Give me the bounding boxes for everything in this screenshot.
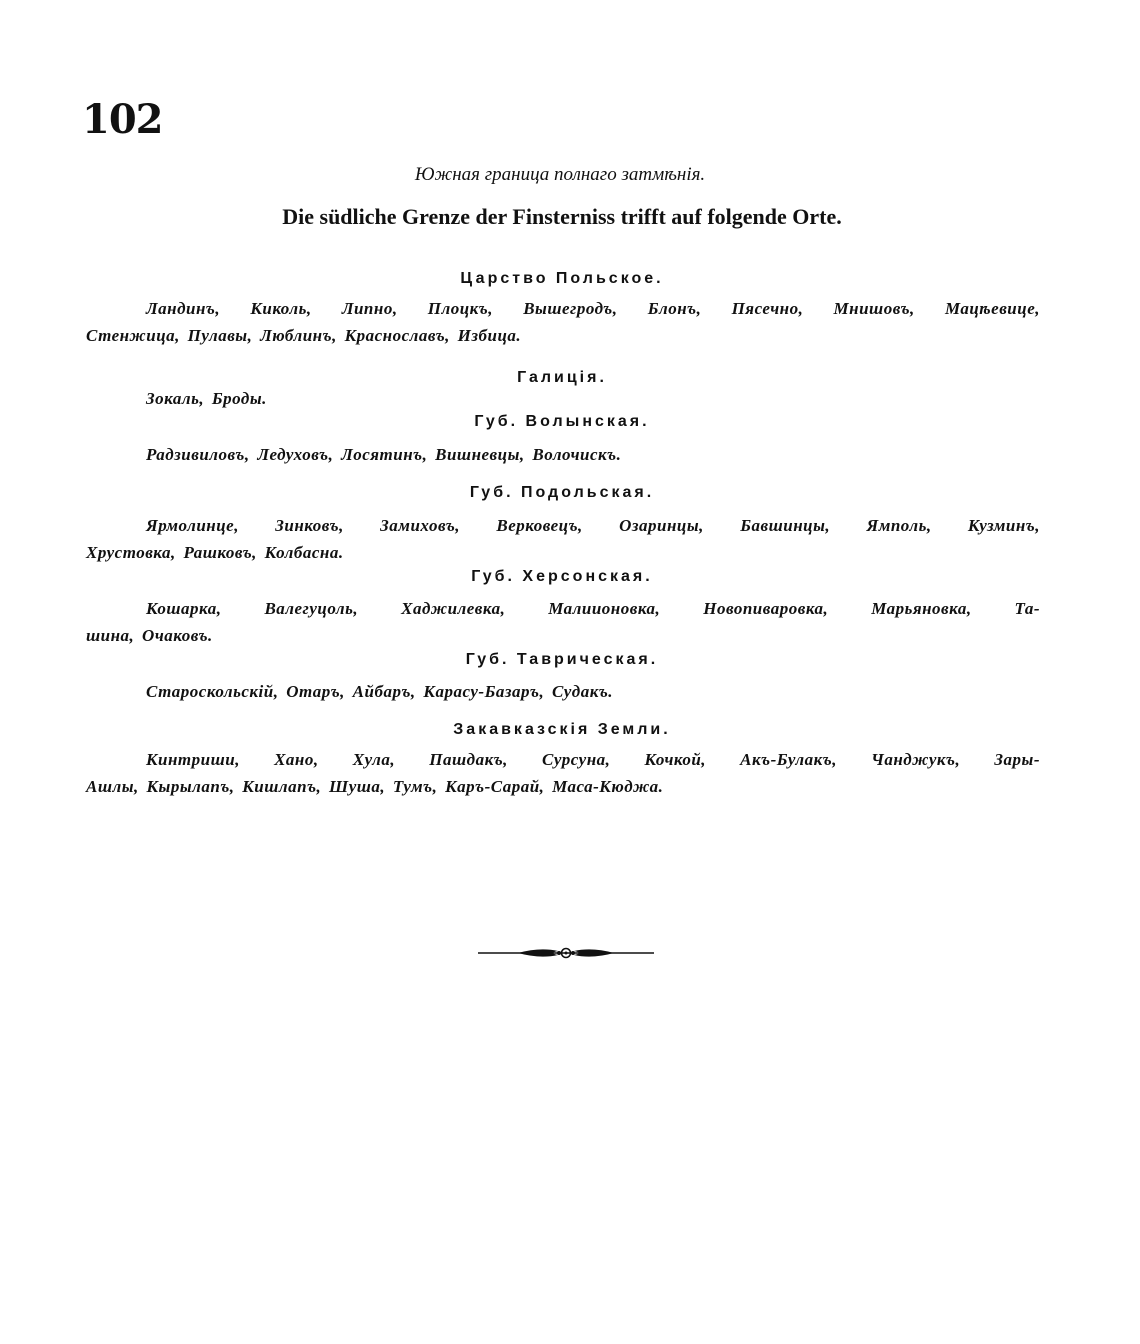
places-line: шина, Очаковъ. <box>86 626 213 645</box>
section-heading-poland: Царство Польское. <box>460 270 664 287</box>
ornament-divider-icon <box>478 943 654 963</box>
places-line: Стенжица, Пулавы, Люблинъ, Краснославъ, Избица. <box>86 326 522 345</box>
title-russian: Южная граница полнаго затмѣнія. <box>414 164 706 185</box>
places-line: Зокаль, Броды. <box>146 389 267 408</box>
places-podolia <box>86 512 1040 566</box>
title-german: Die südliche Grenze der Finsterniss trifft auf folgende Orte. <box>282 204 842 229</box>
places-line: Ашлы, Кырылапъ, Кишлапъ, Шуша, Тумъ, Каръ-Сарай, Маса-Кюджа. <box>86 777 664 796</box>
places-line: Радзивиловъ, Ледуховъ, Лосятинъ, Вишневцы, Волочискъ. <box>146 445 622 464</box>
places-line: Хрустовка, Рашковъ, Колбасна. <box>86 543 344 562</box>
places-poland <box>86 295 1040 349</box>
places-line: Кошарка, Валегуцоль, Хаджилевка, Малиионовка, Новопиваровка, Марьяновка, Та- <box>146 599 1040 618</box>
section-heading-transcaucasia: Закавказскія Земли. <box>453 721 671 738</box>
section-heading-galicia: Галиція. <box>517 369 607 386</box>
places-volhynia <box>86 441 1040 468</box>
places-line: Кинтриши, Хано, Хула, Пашдакъ, Сурсуна, Кочкой, Акъ-Булакъ, Чанджукъ, Зары- <box>146 750 1040 769</box>
places-taurida <box>86 678 1040 705</box>
places-line: Ландинъ, Киколь, Липно, Плоцкъ, Вышегродъ, Блонъ, Пясечно, Мнишовъ, Мацѣевице, <box>146 299 1040 318</box>
places-transcaucasia <box>86 746 1040 800</box>
places-kherson <box>86 595 1040 649</box>
places-galicia <box>86 385 1040 412</box>
section-heading-kherson: Губ. Херсонская. <box>471 568 653 585</box>
section-heading-podolia: Губ. Подольская. <box>469 484 655 501</box>
page-number: 102 <box>82 96 163 143</box>
section-heading-taurida: Губ. Таврическая. <box>465 651 659 668</box>
places-line: Ярмолинце, Зинковъ, Замиховъ, Верковецъ, Озаринцы, Бавшинцы, Ямполь, Кузминъ, <box>146 516 1040 535</box>
places-line: Староскольскій, Отаръ, Айбаръ, Карасу-Базаръ, Судакъ. <box>146 682 614 701</box>
section-heading-volhynia: Губ. Волынская. <box>474 413 650 430</box>
